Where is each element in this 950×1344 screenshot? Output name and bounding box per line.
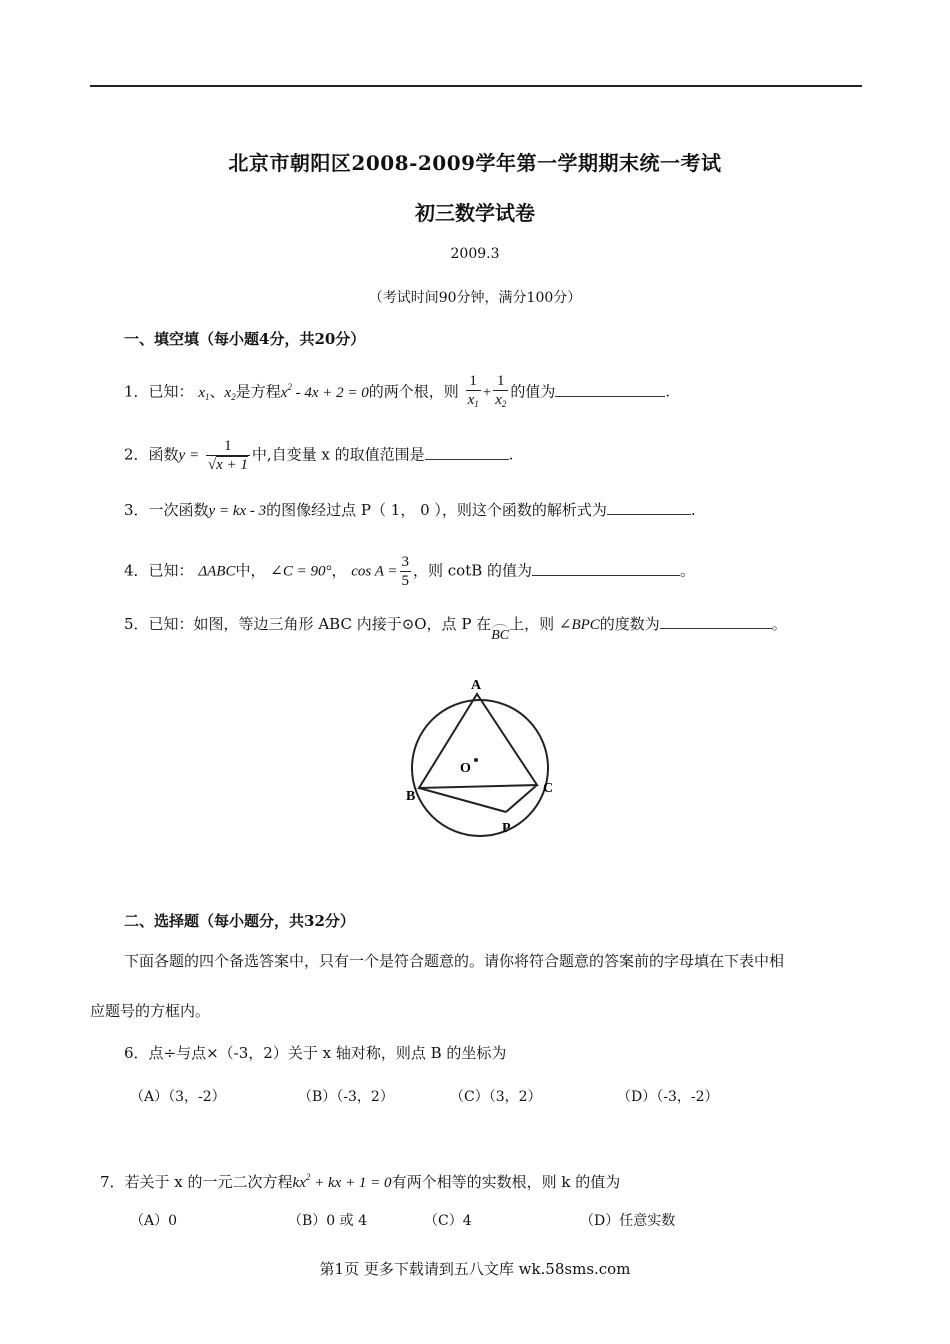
q5-angle: ∠BPC xyxy=(558,617,600,633)
q1-end: 的值为 xyxy=(510,382,556,401)
q4-prefix: 4．已知： xyxy=(124,561,194,580)
q6-option-a[interactable]: （A）（3，-2） xyxy=(130,1089,226,1105)
q7-option-d[interactable]: （D）任意实数 xyxy=(580,1213,676,1229)
q1-frac1: $\frac{1}{x_1}$ xyxy=(467,373,479,409)
q3-prefix: 3．一次函数 xyxy=(124,501,209,519)
triangle-abc xyxy=(419,694,537,788)
q1-frac2: $\frac{1}{x_2}$ xyxy=(495,373,507,409)
question-3: 3．一次函数y = kx - 3的图像经过点 P（ 1， 0 ），则这个函数的解析式为 . xyxy=(124,501,696,519)
q4-frac: $\frac{3}{5}$ xyxy=(401,554,410,589)
q6-option-b[interactable]: （B）（-3，2） xyxy=(298,1089,394,1105)
section2-intro-line2: 应题号的方框内。 xyxy=(90,1002,211,1020)
q7-after: 有两个相等的实数根，则 k 的值为 xyxy=(391,1173,621,1191)
question-7 xyxy=(100,1167,620,1193)
q5-arc-bc: BC xyxy=(491,624,509,646)
section2-heading: 二、选择题（每小题分，共32分） xyxy=(124,912,355,930)
q6-option-c[interactable]: （C）（3，2） xyxy=(450,1089,542,1105)
question-2: 2．函数y = $\frac{1}{√x + 1}$ 中,自变量 x 的取值范围是 . xyxy=(124,438,514,473)
segment-cp xyxy=(506,785,537,812)
top-rule xyxy=(90,85,862,87)
q2-answer-blank[interactable] xyxy=(425,445,509,460)
q1-prefix: 1．已知： xyxy=(124,382,194,401)
q7-eq: $kx^2$ + kx + 1 = 0 xyxy=(292,1172,392,1191)
question-1: 1．已知： $x_1$、$x_2$是方程$x^2 - 4x + 2 = 0$的两个根，则 $\frac{1}{x_1}$ + $\frac{1}{x_2}$ 的值为 . xyxy=(124,372,670,413)
segment-bp xyxy=(419,788,506,812)
q6-option-d[interactable]: （D）（-3，-2） xyxy=(617,1089,719,1105)
q2-after: 中,自变量 x 的取值范围是 xyxy=(251,445,425,464)
label-p: P xyxy=(502,821,511,836)
q3-after: 的图像经过点 P（ 1， 0 ），则这个函数的解析式为 xyxy=(266,501,607,519)
q1-x1: $x_1$ xyxy=(198,384,210,402)
q4-triangle: ΔABC xyxy=(198,563,236,580)
exam-note: （考试时间90分钟，满分100分） xyxy=(368,290,582,306)
label-b: B xyxy=(406,789,416,804)
circle-triangle-figure xyxy=(398,672,568,842)
q1-eq: $x^2 - 4x + 2 = 0$ xyxy=(280,381,369,401)
q2-lhs: y = xyxy=(178,447,200,464)
q4-after: ，则 cotB 的值为 xyxy=(413,561,533,580)
q1-x2: $x_2$ xyxy=(224,384,236,402)
q2-prefix: 2．函数 xyxy=(124,445,179,464)
q4-angle: ∠C = 90° xyxy=(270,563,332,580)
q1-sep: 、 xyxy=(209,382,225,401)
q7-option-c[interactable]: （C）4 xyxy=(424,1213,472,1229)
q7-option-a[interactable]: （A）0 xyxy=(130,1213,178,1229)
q2-frac: $\frac{1}{√x + 1}$ xyxy=(207,438,248,473)
q5-after: 的度数为 xyxy=(599,615,660,633)
question-6: 6．点÷与点×（-3，2）关于 x 轴对称，则点 B 的坐标为 xyxy=(124,1044,507,1062)
q1-answer-blank[interactable] xyxy=(555,382,665,397)
exam-subtitle: 初三数学试卷 xyxy=(415,201,535,225)
page-footer: 第1页 更多下载请到五八文库 wk.58sms.com xyxy=(319,1260,631,1278)
q7-option-b[interactable]: （B）0 或 4 xyxy=(288,1213,368,1229)
section1-heading: 一、填空填（每小题4分，共20分） xyxy=(124,330,366,348)
q5-prefix: 5．已知：如图，等边三角形 ABC 内接于⊙O，点 P 在 xyxy=(124,615,492,633)
q1-after: 的两个根，则 xyxy=(368,382,459,401)
q3-expr: y = kx - 3 xyxy=(208,503,267,519)
q5-answer-blank[interactable] xyxy=(660,614,772,629)
q3-answer-blank[interactable] xyxy=(607,500,691,515)
q4-cos: cos A = xyxy=(351,563,398,580)
q1-plus: + xyxy=(482,384,492,401)
q4-answer-blank[interactable] xyxy=(532,561,680,576)
label-a: A xyxy=(471,678,482,693)
q7-prefix: 7．若关于 x 的一元二次方程 xyxy=(100,1173,293,1191)
question-5: 5．已知：如图，等边三角形 ABC 内接于⊙O，点 P 在BC上，则 ∠BPC的度数为 。 xyxy=(124,614,787,636)
q1-mid: 是方程 xyxy=(235,382,281,401)
exam-date: 2009.3 xyxy=(450,246,500,262)
question-4: 4．已知： ΔABC中， ∠C = 90°， cos A = $\frac{3}{5}$ ，则 cotB 的值为 。 xyxy=(124,554,696,589)
exam-title: 北京市朝阳区2008-2009学年第一学期期末统一考试 xyxy=(228,151,722,175)
label-o: O xyxy=(460,761,471,776)
label-c: C xyxy=(543,781,554,796)
section2-intro-line1: 下面各题的四个备选答案中，只有一个是符合题意的。请你将符合题意的答案前的字母填在下表中相 xyxy=(124,952,785,970)
center-dot xyxy=(474,758,478,762)
